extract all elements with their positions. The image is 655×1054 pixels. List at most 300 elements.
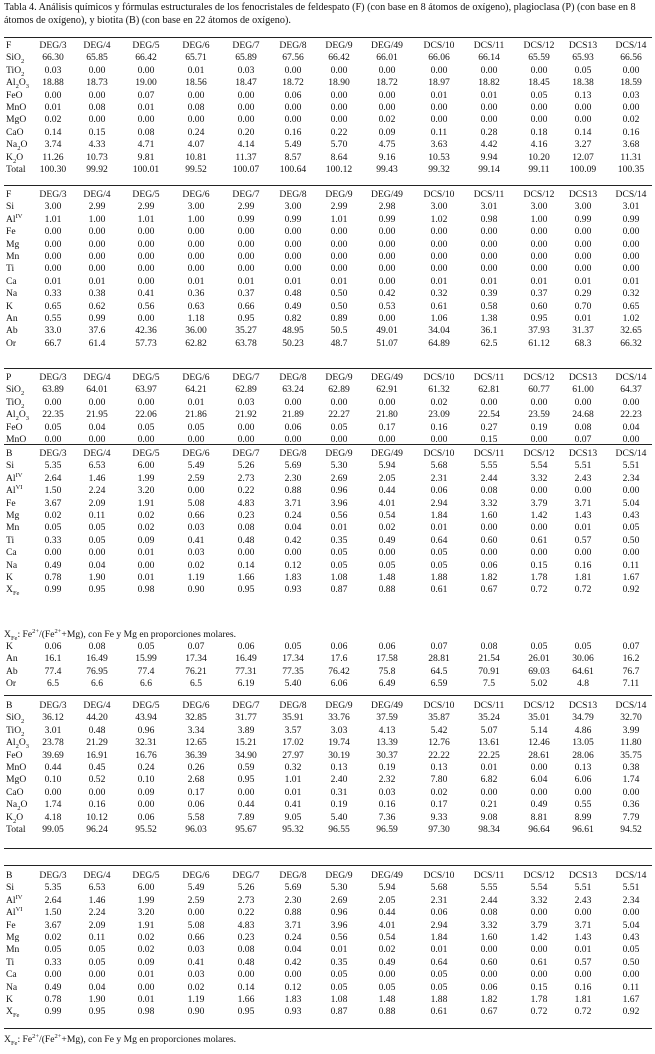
cell-value: 66.32 bbox=[620, 337, 642, 349]
cell-value: 100.12 bbox=[325, 164, 353, 175]
cell-value: 0.01 bbox=[330, 275, 348, 287]
cell-value: 0.05 bbox=[330, 559, 348, 571]
cell-value: 16.2 bbox=[622, 653, 640, 665]
cell-value: 0.00 bbox=[430, 64, 448, 76]
cell-value: 30.19 bbox=[328, 749, 350, 761]
cell-value: 0.99 bbox=[284, 213, 302, 225]
cell-value: 35.24 bbox=[478, 712, 500, 724]
cell-value: 0.65 bbox=[622, 300, 640, 312]
cell-value: 18.88 bbox=[42, 77, 64, 89]
cell-value: 1.78 bbox=[530, 994, 548, 1005]
cell-value: 0.00 bbox=[480, 944, 498, 956]
cell-value: 2.30 bbox=[284, 472, 302, 484]
cell-value: 0.35 bbox=[330, 534, 348, 546]
table-row: $Al^{IV}$ 2.64 1.46 1.99 2.59 2.73 2.30 2.69 2.05 2.31 2.44 3.32 2.43 2.34 bbox=[4, 895, 652, 907]
cell-value: 2.99 bbox=[237, 201, 255, 213]
cell-value: 12.46 bbox=[528, 737, 550, 749]
cell-value: 5.30 bbox=[330, 460, 348, 472]
cell-value: 8.99 bbox=[574, 811, 592, 823]
cell-value: 0.16 bbox=[430, 421, 448, 433]
cell-value: 0.00 bbox=[137, 434, 155, 445]
cell-value: 1.01 bbox=[330, 213, 348, 225]
cell-value: 0.13 bbox=[574, 89, 592, 101]
cell-value: 31.37 bbox=[572, 325, 594, 337]
cell-value: 0.00 bbox=[378, 313, 396, 324]
cell-value: 2.09 bbox=[88, 497, 106, 509]
cell-value: 19.00 bbox=[135, 77, 157, 89]
cell-value: 0.00 bbox=[187, 114, 205, 126]
cell-value: 1.67 bbox=[622, 994, 640, 1005]
cell-value: 0.88 bbox=[378, 584, 396, 596]
table-caption: Tabla 4. Análisis químicos y fórmulas estructurales de los fenocristales de feldespato (F) (con base en 8 átomos de oxígeno), plagioclasa (P) (con base en 8 átomos de oxígeno), y biotita (B) (con base en 22 átomos de oxígeno). bbox=[4, 2, 636, 26]
cell-value: 0.00 bbox=[284, 64, 302, 76]
column-header: DEG/9 bbox=[325, 40, 353, 51]
cell-value: 0.05 bbox=[44, 522, 62, 534]
cell-value: 5.07 bbox=[480, 724, 498, 736]
cell-value: 0.60 bbox=[480, 956, 498, 968]
cell-value: 0.98 bbox=[137, 1006, 155, 1018]
cell-value: 0.00 bbox=[480, 522, 498, 534]
cell-value: 3.71 bbox=[284, 497, 302, 509]
cell-value: 21.92 bbox=[235, 409, 257, 421]
cell-value: 3.34 bbox=[187, 724, 205, 736]
cell-value: 3.96 bbox=[330, 497, 348, 509]
column-header: DEG/8 bbox=[279, 870, 307, 881]
cell-value: 0.10 bbox=[44, 774, 62, 786]
cell-value: 3.57 bbox=[284, 724, 302, 736]
cell-value: 0.00 bbox=[574, 969, 592, 981]
cell-value: 0.19 bbox=[530, 421, 548, 433]
cell-value: 76.21 bbox=[185, 665, 207, 677]
cell-value: 3.99 bbox=[622, 724, 640, 736]
cell-value: 16.1 bbox=[44, 653, 62, 665]
column-header: DEG/6 bbox=[182, 448, 210, 459]
cell-value: 9.81 bbox=[137, 151, 155, 163]
cell-value: 96.64 bbox=[528, 824, 550, 835]
cell-value: 63.78 bbox=[235, 337, 257, 349]
column-header: DCS/11 bbox=[473, 448, 505, 459]
cell-value: 0.00 bbox=[284, 114, 302, 126]
cell-value: 0.01 bbox=[44, 275, 62, 287]
cell-value: 0.00 bbox=[330, 396, 348, 408]
cell-value: 0.03 bbox=[378, 786, 396, 798]
cell-value: 62.89 bbox=[235, 384, 257, 396]
cell-value: 1.02 bbox=[622, 313, 640, 324]
cell-value: 0.00 bbox=[237, 786, 255, 798]
cell-value: 4.07 bbox=[187, 139, 205, 151]
cell-value: 99.11 bbox=[528, 164, 550, 175]
cell-value: 5.68 bbox=[430, 882, 448, 894]
column-header: DEG/7 bbox=[232, 372, 260, 383]
cell-value: 0.12 bbox=[284, 559, 302, 571]
column-header: DCS/12 bbox=[523, 40, 555, 51]
cell-value: 13.61 bbox=[478, 737, 500, 749]
cell-value: 2.64 bbox=[44, 472, 62, 484]
column-header: DEG/9 bbox=[325, 189, 353, 200]
table-row: $Al_2O_3$ 22.35 21.95 22.06 21.86 21.92 21.89 22.27 21.80 23.09 22.54 23.59 24.68 22.23 bbox=[4, 409, 652, 421]
cell-value: 3.00 bbox=[530, 201, 548, 213]
cell-value: 0.01 bbox=[237, 275, 255, 287]
cell-value: 5.42 bbox=[430, 724, 448, 736]
table-row: MnO 0.00 0.00 0.00 0.00 0.00 0.00 0.00 0.00 0.00 0.15 0.00 0.07 0.00 bbox=[4, 434, 652, 446]
cell-value: 2.73 bbox=[237, 894, 255, 906]
cell-value: 0.03 bbox=[187, 522, 205, 534]
cell-value: 0.01 bbox=[480, 275, 498, 287]
cell-value: 99.32 bbox=[428, 164, 450, 175]
cell-value: 0.07 bbox=[622, 641, 640, 652]
cell-value: 64.5 bbox=[430, 665, 448, 677]
cell-value: 0.50 bbox=[622, 956, 640, 968]
cell-value: 0.00 bbox=[480, 238, 498, 250]
cell-value: 2.05 bbox=[378, 472, 396, 484]
table-row: MnO 0.44 0.45 0.24 0.26 0.59 0.32 0.13 0.19 0.13 0.01 0.00 0.13 0.38 bbox=[4, 762, 652, 774]
cell-value: 0.15 bbox=[88, 126, 106, 138]
cell-value: 0.58 bbox=[480, 300, 498, 312]
cell-value: 77.4 bbox=[44, 665, 62, 677]
cell-value: 0.00 bbox=[480, 114, 498, 126]
cell-value: 0.01 bbox=[574, 522, 592, 534]
cell-value: 0.41 bbox=[137, 288, 155, 300]
cell-value: 0.00 bbox=[44, 396, 62, 408]
cell-value: 3.32 bbox=[530, 472, 548, 484]
cell-value: 0.00 bbox=[530, 396, 548, 408]
cell-value: 3.79 bbox=[530, 497, 548, 509]
column-header: DEG/6 bbox=[182, 700, 210, 711]
cell-value: 0.00 bbox=[530, 251, 548, 262]
cell-value: 0.01 bbox=[574, 313, 592, 324]
cell-value: 21.86 bbox=[185, 409, 207, 421]
cell-value: 75.8 bbox=[378, 665, 396, 677]
cell-value: 10.53 bbox=[428, 151, 450, 163]
column-header: DCS/14 bbox=[615, 870, 647, 881]
cell-value: 0.87 bbox=[330, 584, 348, 596]
cell-value: 0.00 bbox=[480, 547, 498, 559]
cell-value: 0.00 bbox=[378, 89, 396, 101]
table-row: Mn 0.05 0.05 0.02 0.03 0.08 0.04 0.01 0.02 0.01 0.00 0.00 0.01 0.05 bbox=[4, 522, 652, 534]
cell-value: 0.01 bbox=[330, 522, 348, 534]
cell-value: 5.08 bbox=[187, 497, 205, 509]
column-header: DEG/8 bbox=[279, 700, 307, 711]
cell-value: 0.00 bbox=[574, 263, 592, 275]
cell-value: 1.82 bbox=[480, 572, 498, 583]
table-row: Mg 0.02 0.11 0.02 0.66 0.23 0.24 0.56 0.54 1.84 1.60 1.42 1.43 0.43 bbox=[4, 510, 652, 522]
table-row: $Na_2O$ 3.74 4.33 4.71 4.07 4.14 5.49 5.70 4.75 3.63 4.42 4.16 3.27 3.68 bbox=[4, 139, 652, 151]
cell-value: 0.00 bbox=[88, 396, 106, 408]
table-row: CaO 0.00 0.00 0.09 0.17 0.00 0.01 0.31 0.03 0.02 0.00 0.00 0.00 0.00 bbox=[4, 787, 652, 799]
cell-value: 0.64 bbox=[430, 956, 448, 968]
column-header: DCS/11 bbox=[473, 189, 505, 200]
cell-value: 0.08 bbox=[574, 421, 592, 433]
cell-value: 0.00 bbox=[88, 434, 106, 445]
cell-value: 0.09 bbox=[137, 786, 155, 798]
cell-value: 0.00 bbox=[137, 114, 155, 126]
cell-value: 0.95 bbox=[237, 313, 255, 324]
column-header: DEG/49 bbox=[371, 189, 403, 200]
cell-value: 0.01 bbox=[574, 944, 592, 956]
cell-value: 0.00 bbox=[237, 226, 255, 238]
cell-value: 0.05 bbox=[530, 89, 548, 101]
column-header: DCS/14 bbox=[615, 40, 647, 51]
cell-value: 0.24 bbox=[284, 932, 302, 943]
cell-value: 5.08 bbox=[187, 919, 205, 931]
cell-value: 37.59 bbox=[376, 712, 398, 724]
section-header-row bbox=[4, 448, 652, 460]
cell-value: 0.53 bbox=[378, 300, 396, 312]
cell-value: 16.49 bbox=[235, 653, 257, 665]
cell-value: 1.46 bbox=[88, 472, 106, 484]
cell-value: 34.90 bbox=[235, 749, 257, 761]
cell-value: 8.57 bbox=[284, 151, 302, 163]
cell-value: 7.80 bbox=[430, 774, 448, 786]
table-row: Ca 0.00 0.00 0.01 0.03 0.00 0.00 0.05 0.00 0.05 0.00 0.00 0.00 0.00 bbox=[4, 547, 652, 559]
cell-value: 37.93 bbox=[528, 325, 550, 337]
section-code: B bbox=[6, 870, 13, 881]
cell-value: 2.30 bbox=[284, 894, 302, 906]
cell-value: 0.00 bbox=[530, 762, 548, 773]
cell-value: 0.27 bbox=[480, 421, 498, 433]
cell-value: 0.60 bbox=[480, 534, 498, 546]
cell-value: 0.00 bbox=[480, 251, 498, 262]
cell-value: 0.48 bbox=[237, 534, 255, 546]
footnote-xfe-bottom: $X_{Fe}$: $Fe^{2+}/(Fe^{2+}+Mg)$, con Fe y Mg en proporciones molares. bbox=[4, 1032, 237, 1047]
cell-value: 0.90 bbox=[187, 584, 205, 596]
cell-value: 0.50 bbox=[622, 534, 640, 546]
cell-value: 0.15 bbox=[530, 559, 548, 571]
cell-value: 33.76 bbox=[328, 712, 350, 724]
table-row: $Al_2O_3$ 18.88 18.73 19.00 18.56 18.47 18.72 18.90 18.72 18.97 18.82 18.45 18.38 18.59 bbox=[4, 77, 652, 89]
cell-value: 0.00 bbox=[378, 396, 396, 408]
cell-value: 60.77 bbox=[528, 384, 550, 396]
cell-value: 0.00 bbox=[187, 485, 205, 497]
cell-value: 0.64 bbox=[430, 534, 448, 546]
cell-value: 4.33 bbox=[88, 139, 106, 151]
cell-value: 4.71 bbox=[137, 139, 155, 151]
cell-value: 0.05 bbox=[574, 64, 592, 76]
cell-value: 0.07 bbox=[137, 89, 155, 101]
cell-value: 0.78 bbox=[44, 572, 62, 583]
column-header: DEG/9 bbox=[325, 700, 353, 711]
table-row: SiO$_2$ 63.89 64.01 63.97 64.21 62.89 63.24 62.89 62.91 61.32 62.81 60.77 61.00 64.37 bbox=[4, 384, 652, 396]
cell-value: 1.88 bbox=[430, 572, 448, 583]
cell-value: 4.42 bbox=[480, 139, 498, 151]
column-header: DEG/3 bbox=[39, 700, 67, 711]
table-row: MgO 0.02 0.00 0.00 0.00 0.00 0.00 0.00 0.02 0.00 0.00 0.00 0.00 0.02 bbox=[4, 114, 652, 126]
cell-value: 0.00 bbox=[530, 944, 548, 956]
cell-value: 0.11 bbox=[88, 932, 106, 943]
cell-value: 0.05 bbox=[574, 641, 592, 652]
cell-value: 0.00 bbox=[530, 102, 548, 113]
cell-value: 0.39 bbox=[480, 288, 498, 300]
cell-value: 6.6 bbox=[140, 678, 152, 690]
cell-value: 43.94 bbox=[135, 712, 157, 724]
cell-value: 17.02 bbox=[282, 737, 304, 749]
cell-value: 0.44 bbox=[44, 762, 62, 773]
column-header: DCS/10 bbox=[423, 40, 455, 51]
table-rule bbox=[4, 865, 652, 866]
cell-value: 1.74 bbox=[622, 774, 640, 786]
cell-value: 0.42 bbox=[378, 288, 396, 300]
cell-value: 67.56 bbox=[282, 52, 304, 64]
cell-value: 0.00 bbox=[330, 251, 348, 262]
cell-value: 0.01 bbox=[44, 102, 62, 113]
table-row: Fe 0.00 0.00 0.00 0.00 0.00 0.00 0.00 0.00 0.00 0.00 0.00 0.00 0.00 bbox=[4, 226, 652, 238]
cell-value: 61.00 bbox=[572, 384, 594, 396]
cell-value: 1.90 bbox=[88, 994, 106, 1005]
column-header: DEG/8 bbox=[279, 40, 307, 51]
cell-value: 0.99 bbox=[88, 313, 106, 324]
cell-value: 2.68 bbox=[187, 774, 205, 786]
cell-value: 0.08 bbox=[480, 907, 498, 919]
cell-value: 63.89 bbox=[42, 384, 64, 396]
cell-value: 2.69 bbox=[330, 472, 348, 484]
cell-value: 0.98 bbox=[137, 584, 155, 596]
cell-value: 0.00 bbox=[330, 102, 348, 113]
section-code: B bbox=[6, 700, 13, 711]
cell-value: 3.01 bbox=[480, 201, 498, 213]
cell-value: 0.00 bbox=[187, 263, 205, 275]
cell-value: 0.55 bbox=[44, 313, 62, 324]
cell-value: 0.24 bbox=[284, 510, 302, 521]
cell-value: 5.54 bbox=[530, 460, 548, 472]
cell-value: 18.72 bbox=[376, 77, 398, 89]
cell-value: 18.45 bbox=[528, 77, 550, 89]
table-row: Si 3.00 2.99 2.99 3.00 2.99 3.00 2.99 2.98 3.00 3.01 3.00 3.00 3.01 bbox=[4, 201, 652, 213]
cell-value: 18.59 bbox=[620, 77, 642, 89]
cell-value: 64.01 bbox=[86, 384, 108, 396]
cell-value: 0.21 bbox=[480, 799, 498, 811]
cell-value: 0.82 bbox=[284, 313, 302, 324]
cell-value: 2.44 bbox=[480, 472, 498, 484]
column-header: DEG/49 bbox=[371, 870, 403, 881]
cell-value: 1.46 bbox=[88, 894, 106, 906]
cell-value: 0.54 bbox=[378, 932, 396, 943]
cell-value: 22.25 bbox=[478, 749, 500, 761]
cell-value: 23.09 bbox=[428, 409, 450, 421]
cell-value: 1.81 bbox=[574, 994, 592, 1005]
cell-value: 21.95 bbox=[86, 409, 108, 421]
column-header: DEG/5 bbox=[132, 189, 160, 200]
cell-value: 6.5 bbox=[190, 678, 202, 690]
cell-value: 65.93 bbox=[572, 52, 594, 64]
cell-value: 0.96 bbox=[137, 724, 155, 736]
cell-value: 50.5 bbox=[330, 325, 348, 337]
cell-value: 0.00 bbox=[284, 102, 302, 113]
cell-value: 0.00 bbox=[530, 786, 548, 798]
cell-value: 0.07 bbox=[574, 434, 592, 445]
cell-value: 0.61 bbox=[430, 584, 448, 596]
cell-value: 22.22 bbox=[428, 749, 450, 761]
cell-value: 0.13 bbox=[430, 762, 448, 773]
cell-value: 0.06 bbox=[480, 559, 498, 571]
cell-value: 3.00 bbox=[187, 201, 205, 213]
cell-value: 1.43 bbox=[574, 510, 592, 521]
cell-value: 1.74 bbox=[44, 799, 62, 811]
cell-value: 0.08 bbox=[480, 485, 498, 497]
cell-value: 32.70 bbox=[620, 712, 642, 724]
cell-value: 0.28 bbox=[480, 126, 498, 138]
cell-value: 3.32 bbox=[530, 894, 548, 906]
cell-value: 0.14 bbox=[44, 126, 62, 138]
cell-value: 0.00 bbox=[237, 969, 255, 981]
table-row: SiO$_2$ 66.30 65.85 66.42 65.71 65.89 67.56 66.42 66.01 66.06 66.14 65.59 65.93 66.56 bbox=[4, 52, 652, 64]
column-header: DEG/49 bbox=[371, 700, 403, 711]
cell-value: 0.23 bbox=[237, 510, 255, 521]
cell-value: 21.54 bbox=[478, 653, 500, 665]
column-header: DEG/4 bbox=[83, 40, 111, 51]
cell-value: 0.89 bbox=[330, 313, 348, 324]
cell-value: 7.89 bbox=[237, 811, 255, 823]
cell-value: 6.6 bbox=[91, 678, 103, 690]
cell-value: 5.35 bbox=[44, 882, 62, 894]
cell-value: 2.73 bbox=[237, 472, 255, 484]
cell-value: 0.05 bbox=[88, 522, 106, 534]
cell-value: 64.61 bbox=[572, 665, 594, 677]
cell-value: 0.00 bbox=[480, 102, 498, 113]
cell-value: 0.99 bbox=[44, 584, 62, 596]
cell-value: 0.41 bbox=[284, 799, 302, 811]
cell-value: 3.20 bbox=[137, 907, 155, 919]
column-header: DEG/6 bbox=[182, 372, 210, 383]
cell-value: 1.00 bbox=[530, 213, 548, 225]
cell-value: 0.00 bbox=[88, 64, 106, 76]
cell-value: 6.5 bbox=[47, 678, 59, 690]
cell-value: 100.09 bbox=[569, 164, 597, 175]
cell-value: 0.16 bbox=[284, 126, 302, 138]
cell-value: 0.90 bbox=[187, 1006, 205, 1018]
cell-value: 0.37 bbox=[237, 288, 255, 300]
cell-value: 1.88 bbox=[430, 994, 448, 1005]
column-header: DEG/49 bbox=[371, 448, 403, 459]
table-rule bbox=[4, 37, 652, 38]
cell-value: 0.02 bbox=[430, 786, 448, 798]
cell-value: 0.06 bbox=[187, 799, 205, 811]
cell-value: 5.04 bbox=[622, 919, 640, 931]
cell-value: 0.05 bbox=[88, 534, 106, 546]
cell-value: 0.62 bbox=[88, 300, 106, 312]
cell-value: 3.63 bbox=[430, 139, 448, 151]
cell-value: 22.06 bbox=[135, 409, 157, 421]
cell-value: 62.81 bbox=[478, 384, 500, 396]
cell-value: 2.98 bbox=[378, 201, 396, 213]
cell-value: 5.26 bbox=[237, 882, 255, 894]
cell-value: 0.00 bbox=[330, 238, 348, 250]
cell-value: 0.00 bbox=[44, 786, 62, 798]
cell-value: 0.00 bbox=[187, 251, 205, 262]
table-row: Total 100.30 99.92 100.01 99.52 100.07 100.64 100.12 99.43 99.32 99.14 99.11 100.09 100.35 bbox=[4, 164, 652, 176]
table-row: K 0.06 0.08 0.05 0.07 0.06 0.05 0.06 0.06 0.07 0.08 0.05 0.05 0.07 bbox=[4, 641, 652, 653]
cell-value: 1.42 bbox=[530, 510, 548, 521]
column-header: DEG/5 bbox=[132, 870, 160, 881]
column-header: DCS/12 bbox=[523, 372, 555, 383]
cell-value: 0.32 bbox=[284, 762, 302, 773]
cell-value: 0.38 bbox=[622, 762, 640, 773]
cell-value: 5.68 bbox=[430, 460, 448, 472]
column-header: DCS13 bbox=[568, 372, 598, 383]
cell-value: 2.69 bbox=[330, 894, 348, 906]
cell-value: 6.53 bbox=[88, 460, 106, 472]
cell-value: 66.01 bbox=[376, 52, 398, 64]
cell-value: 0.02 bbox=[137, 522, 155, 534]
cell-value: 5.69 bbox=[284, 882, 302, 894]
cell-value: 0.00 bbox=[44, 434, 62, 445]
table-row: $K_2O$ 11.26 10.73 9.81 10.81 11.37 8.57 8.64 9.16 10.53 9.94 10.20 12.07 11.31 bbox=[4, 152, 652, 164]
cell-value: 77.4 bbox=[137, 665, 155, 677]
table-row: FeO 0.00 0.00 0.07 0.00 0.00 0.06 0.00 0.00 0.01 0.01 0.05 0.13 0.03 bbox=[4, 90, 652, 102]
cell-value: 0.01 bbox=[187, 64, 205, 76]
cell-value: 22.27 bbox=[328, 409, 350, 421]
cell-value: 1.19 bbox=[187, 572, 205, 583]
cell-value: 36.1 bbox=[480, 325, 498, 337]
